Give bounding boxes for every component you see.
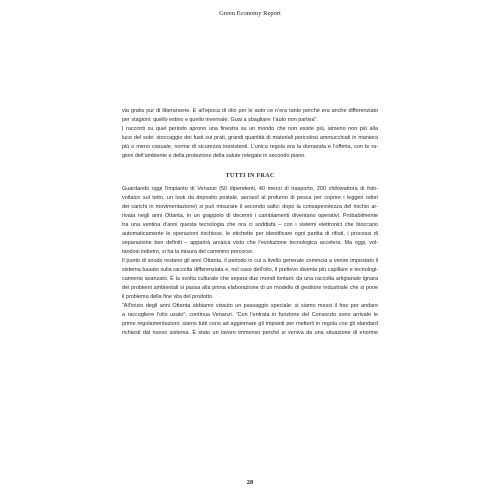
text-line: rivata negli anni Ottanta, in un grappolo di decenni i cambiamenti diventano operativi. Probabilmente bbox=[122, 213, 378, 219]
section-heading: TUTTI IN FRAC bbox=[225, 173, 275, 179]
text-line: automaticamente le operazioni rischiose, le etichette per identificare ogni partita di rifiuti, i processi di bbox=[122, 231, 378, 237]
text-line: tra una ventina d’anni questa tecnologia che ora ci soddisfa – con i sistemi elettronici che bloccano bbox=[122, 222, 378, 228]
text-line: gioni dell’ambiente e della protezione della salute relegate in secondo piano. bbox=[122, 153, 306, 159]
text-line: I racconti su quel periodo aprono una finestra su un mondo che non esiste più, almeno non più alla bbox=[122, 126, 378, 132]
text-line: separazione ben definiti – apparirà arcaica visto che l’evoluzione tecnologica accelera. Ma oggi, vol- bbox=[122, 240, 378, 246]
text-line: camente avanzato. È la svolta culturale che separa due mondi lontani: da una raccolta artigianale ignara bbox=[122, 276, 378, 282]
text-line: prime regolamentazioni: siamo tutti corsi ad aggiornare gli impianti per metterli in regola con gli standard bbox=[122, 321, 378, 327]
text-line: Il punto di snodo restano gli anni Ottanta, il periodo in cui a livello generale comincia a venire impostato il bbox=[122, 258, 378, 264]
text-line: Guardando oggi l’impianto di Venanzi (50 dipendenti, 40 mezzi di trasporto, 200 chilowattora di foto- bbox=[122, 186, 378, 192]
paragraph bbox=[122, 257, 378, 302]
article-body bbox=[122, 107, 378, 338]
text-line: luce del sole: stoccaggio dei fusti sui prati, grandi quantità di materiali pericolosi ammucchiati in maniera bbox=[122, 135, 378, 141]
text-line: per stagioni: quello estivo e quello invernale. Guai a sbagliare: l’auto non partiva”. bbox=[122, 117, 318, 123]
text-line: “All’inizio degli anni Ottanta abbiamo vissuto un passaggio speciale: si siamo messi il frac per andare bbox=[122, 303, 378, 309]
paragraph bbox=[122, 107, 378, 125]
running-header: Green Economy Report bbox=[219, 10, 281, 17]
text-line: sistema basato sulla raccolta differenziata e, nel caso dell’olio, il prelievo diventa più capillare e tecnologi- bbox=[122, 267, 378, 273]
text-line: tandosi indietro, si ha la misura del cammino percorso. bbox=[122, 249, 254, 255]
page-number: 28 bbox=[246, 479, 254, 486]
text-line: a raccogliere l’olio usato”, continua Venanzi. “Con l’entrata in funzione del Consorzio sono arrivate le bbox=[122, 312, 378, 318]
text-line: richiesti dal nuovo sistema. È stato un lavoro immenso perché si veniva da una situazione di enorme bbox=[122, 330, 378, 336]
text-line: il problema della fine vita del prodotto. bbox=[122, 294, 214, 300]
paragraph bbox=[122, 302, 378, 338]
text-line: voltaico sul tetto, un look da deposito postale, aerosol al profumo di pesca per coprire i leggeri odori bbox=[122, 195, 378, 201]
paragraph bbox=[122, 125, 378, 161]
paragraph bbox=[122, 185, 378, 257]
text-line: più o meno casuale, norme di sicurezza inesistenti. L’unica regola era la domanda e l’offerta, con le ra- bbox=[122, 144, 378, 150]
text-line: via gratis pur di liberarsene. E all’epoca di olio per le auto ce n’era tanto perché era anche differenziato bbox=[122, 108, 378, 114]
text-line: dei problemi ambientali si passa alla prima elaborazione di un modello di gestione industriale che si pone bbox=[122, 285, 378, 291]
text-line: dei carichi in movimentazione) si può misurare il secondo salto: dopo la consapevolezza del rischio ar- bbox=[122, 204, 378, 210]
